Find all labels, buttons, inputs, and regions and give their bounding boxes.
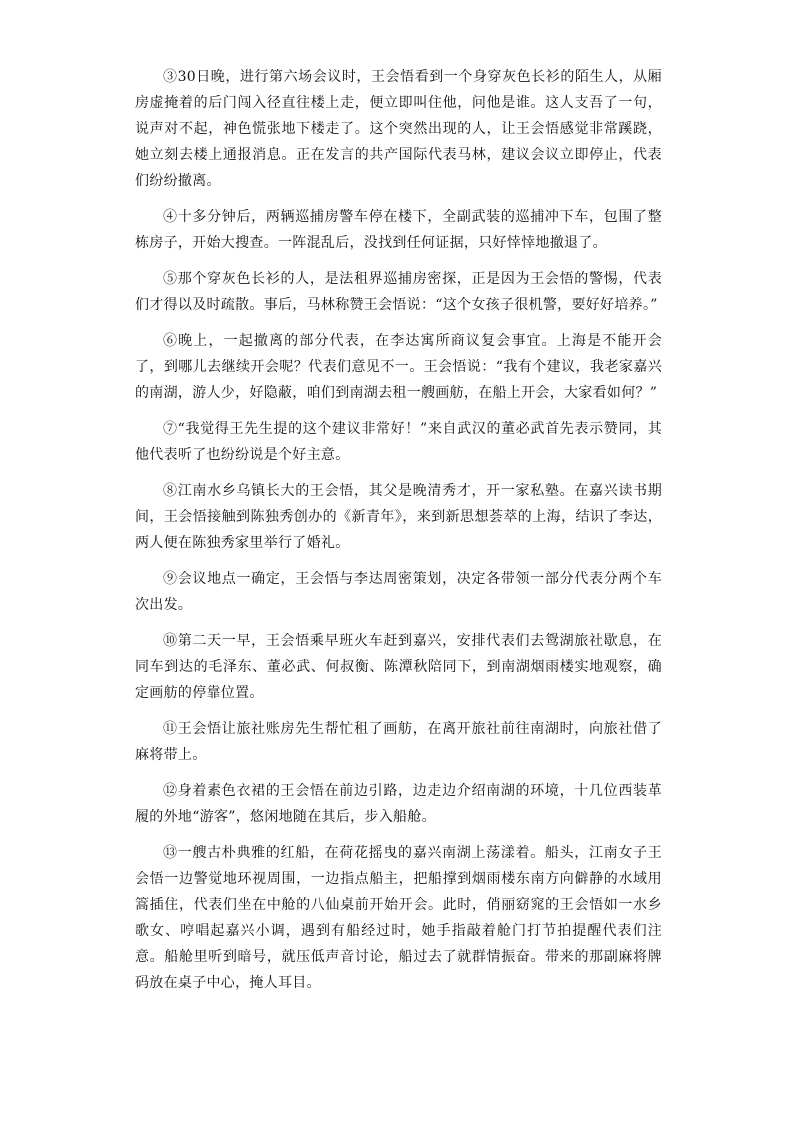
paragraph-4: ④十多分钟后，两辆巡捕房警车停在楼下，全副武装的巡捕冲下车，包围了整栋房子，开始大搜查。一阵混乱后，没找到任何证据，只好悻悻地撤退了。 <box>135 209 662 251</box>
paragraph-11: ⑪王会悟让旅社账房先生帮忙租了画舫，在离开旅社前往南湖时，向旅社借了麻将带上。 <box>135 721 662 763</box>
paragraph-10: ⑩第二天一早，王会悟乘早班火车赶到嘉兴，安排代表们去鸳湖旅社歇息，在同车到达的毛泽东、董必武、何叔衡、陈潭秋陪同下，到南湖烟雨楼实地观察，确定画舫的停靠位置。 <box>135 633 662 701</box>
paragraph-5: ⑤那个穿灰色长衫的人，是法租界巡捕房密探，正是因为王会悟的警惕，代表们才得以及时疏散。事后，马林称赞王会悟说：“这个女孩子很机警，要好好培养。” <box>135 271 662 313</box>
paragraph-9: ⑨会议地点一确定，王会悟与李达周密策划，决定各带领一部分代表分两个车次出发。 <box>135 571 662 613</box>
paragraph-6: ⑥晚上，一起撤离的部分代表，在李达寓所商议复会事宜。上海是不能开会了，到哪儿去继续开会呢？代表们意见不一。王会悟说：“我有个建议，我老家嘉兴的南湖，游人少，好隐蔽，咱们到南湖去租一艘画舫，在船上开会，大家看如何？” <box>135 333 662 401</box>
article-body <box>135 64 662 1006</box>
paragraph-8: ⑧江南水乡乌镇长大的王会悟，其父是晚清秀才，开一家私塾。在嘉兴读书期间，王会悟接触到陈独秀创办的《新青年》，来到新思想荟萃的上海，结识了李达，两人便在陈独秀家里举行了婚礼。 <box>135 483 662 551</box>
paragraph-13: ⑬一艘古朴典雅的红船，在荷花摇曳的嘉兴南湖上荡漾着。船头，江南女子王会悟一边警觉地环视周围，一边指点船主，把船撑到烟雨楼东南方向僻静的水域用篙插住，代表们坐在中舱的八仙桌前开始开会。此时，俏丽窈窕的王会悟如一水乡歌女、哼唱起嘉兴小调，遇到有船经过时，她手指敲着舱门打节拍提醒代表们注意。船舱里听到暗号，就压低声音讨论，船过去了就群情振奋。带来的那副麻将牌码放在桌子中心，掩人耳目。 <box>135 845 662 991</box>
paragraph-12: ⑫身着素色衣裙的王会悟在前边引路，边走边介绍南湖的环境，十几位西装革履的外地“游客”，悠闲地随在其后，步入船舱。 <box>135 783 662 825</box>
paragraph-7: ⑦“我觉得王先生提的这个建议非常好！”来自武汉的董必武首先表示赞同，其他代表听了也纷纷说是个好主意。 <box>135 421 662 463</box>
paragraph-3: ③30日晚，进行第六场会议时，王会悟看到一个身穿灰色长衫的陌生人，从厢房虚掩着的后门闯入径直往楼上走，便立即叫住他，问他是谁。这人支吾了一句，说声对不起，神色慌张地下楼走了。这个突然出现的人，让王会悟感觉非常蹊跷，她立刻去楼上通报消息。正在发言的共产国际代表马林，建议会议立即停止，代表们纷纷撤离。 <box>135 69 662 189</box>
